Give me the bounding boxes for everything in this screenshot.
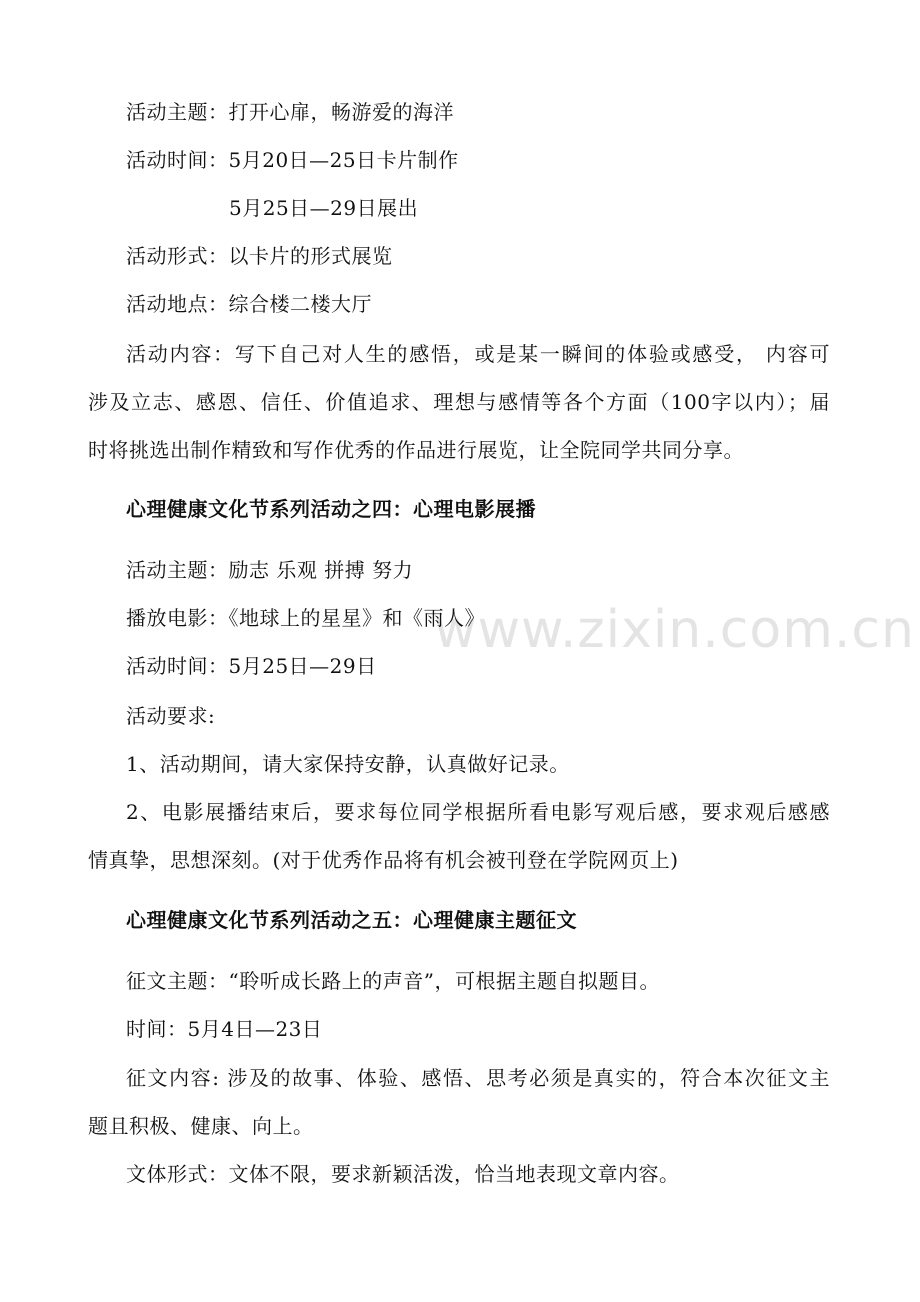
activity-place: 活动地点：综合楼二楼大厅 [126,292,372,316]
movie-list: 播放电影：《地球上的星星》和《雨人》 [126,606,485,630]
essay-time: 时间：5月4日—23日 [126,1017,323,1041]
movie-requirement-2-line-1: 2、电影展播结束后，要求每位同学根据所看电影写观后感，要求观后感感 [126,800,830,824]
essay-content-line-1: 征文内容: 涉及的故事、体验、感悟、思考必须是真实的，符合本次征文主 [126,1066,830,1090]
movie-activity-theme: 活动主题：励志 乐观 拼搏 努力 [126,558,414,582]
section-5-heading: 心理健康文化节系列活动之五：心理健康主题征文 [126,908,577,932]
activity-content-line-2: 涉及立志、感恩、信任、价值追求、理想与感情等各个方面（100字以内）；届 [88,390,830,414]
activity-time: 活动时间：5月20日—25日卡片制作 [126,148,459,172]
activity-content-line-1: 活动内容：写下自己对人生的感悟，或是某一瞬间的体验或感受， 内容可 [126,342,830,366]
movie-requirement-1: 1、活动期间，请大家保持安静，认真做好记录。 [126,752,570,776]
activity-theme: 活动主题：打开心扉，畅游爱的海洋 [126,100,454,124]
activity-form: 活动形式：以卡片的形式展览 [126,244,393,268]
activity-time-continued: 5月25日—29日展出 [229,196,419,220]
movie-requirements-label: 活动要求: [126,704,216,728]
movie-activity-time: 活动时间：5月25日—29日 [126,654,377,678]
section-4-heading: 心理健康文化节系列活动之四：心理电影展播 [126,497,536,521]
essay-content-line-2: 题且积极、健康、向上。 [88,1114,314,1138]
movie-requirement-2-line-2: 情真挚，思想深刻。(对于优秀作品将有机会被刊登在学院网页上) [88,848,679,872]
essay-style: 文体形式：文体不限，要求新颖活泼，恰当地表现文章内容。 [126,1162,680,1186]
essay-theme: 征文主题：“聆听成长路上的声音”，可根据主题自拟题目。 [126,969,660,993]
activity-content-line-3: 时将挑选出制作精致和写作优秀的作品进行展览，让全院同学共同分享。 [88,438,744,462]
watermark: www.zixin.com.cn [434,600,915,660]
